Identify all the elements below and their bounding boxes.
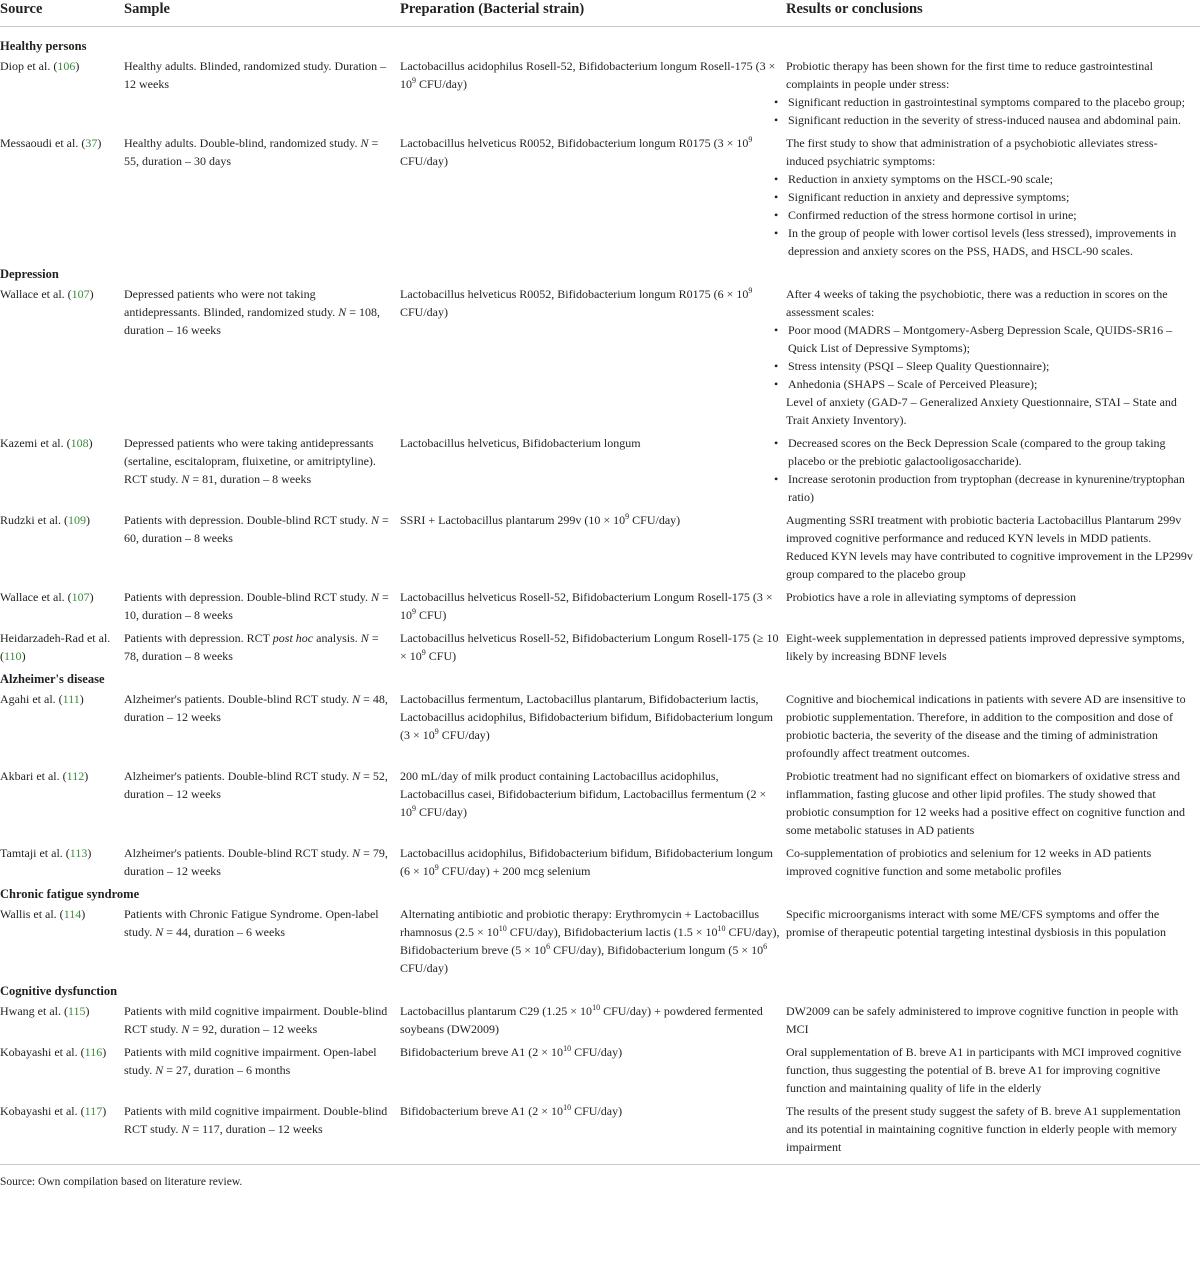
results-intro: Cognitive and biochemical indications in patients with severe AD are insensitive to probiotic supplementation. Therefore, in addition to the composition and dose of probiotic bacteria, the severity of the disease and the timing of administration profoundly affect treatment outcomes. xyxy=(786,692,1186,760)
sample-cell: Healthy adults. Double-blind, randomized study. N = 55, duration – 30 days xyxy=(124,136,379,168)
results-intro: Eight-week supplementation in depressed patients improved depressive symptoms, likely by increasing BDNF levels xyxy=(786,631,1185,663)
header-results: Results or conclusions xyxy=(786,0,1200,27)
bullet-text: In the group of people with lower cortisol levels (less stressed), improvements in depression and anxiety scores on the PSS, HADS, and HSCL-90 scales. xyxy=(788,226,1177,258)
source-cell xyxy=(0,844,124,885)
source-close: ) xyxy=(89,590,94,604)
header-preparation: Preparation (Bacterial strain) xyxy=(400,0,786,27)
sample-cell: Patients with mild cognitive impairment. Open-label study. N = 27, duration – 6 months xyxy=(124,1045,377,1077)
source-close: ) xyxy=(79,692,84,706)
results-bullet-item xyxy=(774,357,1194,375)
source-text: Wallace et al. ( xyxy=(0,590,72,604)
source-close: ) xyxy=(84,769,89,783)
results-intro: The first study to show that administration of a psychobiotic alleviates stress-induced psychiatric symptoms: xyxy=(786,136,1158,168)
section-title: Healthy persons xyxy=(0,39,87,53)
table-row xyxy=(0,57,1200,134)
results-cell xyxy=(786,511,1200,588)
bullet-icon: • xyxy=(774,226,779,240)
results-bullet-item xyxy=(774,188,1194,206)
preparation-cell: Lactobacillus helveticus R0052, Bifidobacterium longum R0175 ($6 \times 10^9$ CFU/day) xyxy=(400,286,753,319)
results-intro: Probiotic therapy has been shown for the first time to reduce gastrointestinal complaints in people under stress: xyxy=(786,59,1153,91)
results-cell xyxy=(786,905,1200,982)
preparation-cell: Lactobacillus helveticus Rosell-52, Bifidobacterium Longum Rosell-175 ($3 \times 10^9$ CFU) xyxy=(400,590,773,622)
source-cell xyxy=(0,134,124,265)
source-cell xyxy=(0,690,124,767)
reference-link[interactable]: 113 xyxy=(69,846,88,860)
reference-link[interactable]: 117 xyxy=(84,1104,103,1118)
source-text: Kobayashi et al. ( xyxy=(0,1045,85,1059)
table-row xyxy=(0,285,1200,434)
reference-link[interactable]: 116 xyxy=(84,1045,103,1059)
source-cell xyxy=(0,767,124,844)
results-outro: Level of anxiety (GAD-7 – Generalized Anxiety Questionnaire, STAI – State and Trait Anxiety Inventory). xyxy=(786,395,1177,427)
source-close: ) xyxy=(87,846,92,860)
sample-cell: Patients with mild cognitive impairment. Double-blind RCT study. N = 117, duration – 12 weeks xyxy=(124,1104,388,1136)
reference-link[interactable]: 114 xyxy=(63,907,82,921)
bullet-icon: • xyxy=(774,95,779,109)
preparation-cell: Lactobacillus plantarum C29 ($1.25 \times 10^{10}$ CFU/day) + powdered fermented soybeans (DW2009) xyxy=(400,1003,763,1036)
sample-cell: Patients with mild cognitive impairment. Double-blind RCT study. N = 92, duration – 12 weeks xyxy=(124,1004,388,1036)
preparation-cell: Lactobacillus helveticus, Bifidobacterium longum xyxy=(400,436,641,450)
table-row xyxy=(0,905,1200,982)
results-cell xyxy=(786,1102,1200,1160)
sample-cell: Patients with depression. Double-blind RCT study. N = 10, duration – 8 weeks xyxy=(124,590,389,622)
bullet-text: Poor mood (MADRS – Montgomery-Asberg Depression Scale, QUIDS-SR16 – Quick List of Depressive Symptoms); xyxy=(788,323,1173,355)
results-bullet-item xyxy=(774,375,1194,393)
section-title: Chronic fatigue syndrome xyxy=(0,887,140,901)
section-heading-row xyxy=(0,27,1200,58)
sample-cell: Alzheimer's patients. Double-blind RCT study. N = 48, duration – 12 weeks xyxy=(124,692,388,724)
source-text: Tamtaji et al. ( xyxy=(0,846,70,860)
source-close: ) xyxy=(85,513,90,527)
results-bullet-item xyxy=(774,111,1194,129)
results-intro: Probiotic treatment had no significant effect on biomarkers of oxidative stress and inflammation, fasting glucose and other lipid profiles. The study showed that probiotic consumption for 12 weeks had a positive effect on cognitive function and some metabolic statuses in AD patients xyxy=(786,769,1186,837)
section-heading-row xyxy=(0,982,1200,1002)
results-intro: After 4 weeks of taking the psychobiotic, there was a reduction in scores on the assessment scales: xyxy=(786,287,1168,319)
source-close: ) xyxy=(81,907,86,921)
results-cell xyxy=(786,629,1200,670)
source-cell xyxy=(0,1002,124,1043)
source-text: Wallis et al. ( xyxy=(0,907,64,921)
results-cell xyxy=(786,1002,1200,1043)
source-text: Kobayashi et al. ( xyxy=(0,1104,85,1118)
results-bullet-list xyxy=(774,434,1194,506)
table-row xyxy=(0,767,1200,844)
bullet-icon: • xyxy=(774,172,779,186)
results-bullet-list xyxy=(774,170,1194,260)
source-text: Diop et al. ( xyxy=(0,59,58,73)
header-sample: Sample xyxy=(124,0,400,27)
source-text: Messaoudi et al. ( xyxy=(0,136,86,150)
reference-link[interactable]: 108 xyxy=(70,436,89,450)
results-intro: DW2009 can be safely administered to improve cognitive function in people with MCI xyxy=(786,1004,1179,1036)
bullet-text: Anhedonia (SHAPS – Scale of Perceived Pleasure); xyxy=(788,377,1038,391)
table-row xyxy=(0,690,1200,767)
bullet-icon: • xyxy=(774,377,779,391)
results-bullet-list xyxy=(774,93,1194,129)
section-heading-row xyxy=(0,670,1200,690)
results-intro: Probiotics have a role in alleviating symptoms of depression xyxy=(786,590,1076,604)
sample-cell: Patients with depression. RCT post hoc analysis. N = 78, duration – 8 weeks xyxy=(124,631,379,663)
sample-cell: Alzheimer's patients. Double-blind RCT study. N = 52, duration – 12 weeks xyxy=(124,769,388,801)
section-title: Alzheimer's disease xyxy=(0,672,105,686)
results-bullet-item xyxy=(774,170,1194,188)
results-intro: Specific microorganisms interact with some ME/CFS symptoms and offer the promise of therapeutic potential targeting intestinal dysbiosis in this population xyxy=(786,907,1167,939)
source-close: ) xyxy=(102,1104,107,1118)
source-cell xyxy=(0,1043,124,1102)
bullet-icon: • xyxy=(774,436,779,450)
reference-link[interactable]: 111 xyxy=(62,692,80,706)
bullet-text: Significant reduction in gastrointestinal symptoms compared to the placebo group; xyxy=(788,95,1185,109)
table-body xyxy=(0,27,1200,1161)
section-heading-row xyxy=(0,265,1200,285)
source-cell xyxy=(0,1102,124,1160)
source-text: Wallace et al. ( xyxy=(0,287,72,301)
bullet-text: Decreased scores on the Beck Depression Scale (compared to the group taking placebo or the prebiotic galactooligosaccharide). xyxy=(788,436,1166,468)
source-cell xyxy=(0,434,124,511)
results-intro: Augmenting SSRI treatment with probiotic bacteria Lactobacillus Plantarum 299v improved cognitive performance and reduced KYN levels in MDD patients. Reduced KYN levels may have contributed to cognitive improvement in the LP299v group compared to the placebo group xyxy=(786,513,1193,581)
results-cell xyxy=(774,434,1200,511)
source-close: ) xyxy=(97,136,102,150)
sample-cell: Healthy adults. Blinded, randomized study. Duration – 12 weeks xyxy=(124,59,387,91)
results-cell xyxy=(774,134,1200,265)
reference-link[interactable]: 110 xyxy=(4,649,22,663)
source-close: ) xyxy=(102,1045,107,1059)
results-bullet-item xyxy=(774,224,1194,260)
section-title: Cognitive dysfunction xyxy=(0,984,118,998)
source-text: Heidarzadeh-Rad et al. ( xyxy=(0,631,111,663)
sample-cell: Depressed patients who were not taking antidepressants. Blinded, randomized study. N = 108, duration – 16 weeks xyxy=(124,287,380,337)
source-cell xyxy=(0,629,124,670)
table-row xyxy=(0,629,1200,670)
results-cell xyxy=(774,57,1200,134)
reference-link[interactable]: 37 xyxy=(85,136,98,150)
preparation-cell: 200 mL/day of milk product containing Lactobacillus acidophilus, Lactobacillus casei, Bifidobacterium bifidum, Lactobacillus fermentum ($2 \times 10^9$ CFU/day) xyxy=(400,769,767,819)
header-source: Source xyxy=(0,0,124,27)
preparation-cell: Lactobacillus fermentum, Lactobacillus plantarum, Bifidobacterium lactis, Lactobacillus acidophilus, Bifidobacterium bifidum, Bifidobacterium longum ($3 \times 10^9$ CFU/day) xyxy=(400,692,773,742)
results-cell xyxy=(786,767,1200,844)
bullet-icon: • xyxy=(774,208,779,222)
sample-cell: Depressed patients who were taking antidepressants (sertaline, escitalopram, fluixetine, or amitriptyline). RCT study. N = 81, duration – 8 weeks xyxy=(124,436,376,486)
sample-cell: Patients with depression. Double-blind RCT study. N = 60, duration – 8 weeks xyxy=(124,513,389,545)
table-row xyxy=(0,1002,1200,1043)
reference-link[interactable]: 107 xyxy=(71,590,90,604)
bullet-text: Reduction in anxiety symptoms on the HSCL-90 scale; xyxy=(788,172,1053,186)
results-bullet-item xyxy=(774,434,1194,470)
results-intro: Oral supplementation of B. breve A1 in participants with MCI improved cognitive function, thus suggesting the potential of B. breve A1 for improving cognitive function and maintaining quality of life in the elderly xyxy=(786,1045,1182,1095)
sample-cell: Patients with Chronic Fatigue Syndrome. Open-label study. N = 44, duration – 6 weeks xyxy=(124,907,379,939)
preparation-cell: Lactobacillus acidophilus, Bifidobacterium bifidum, Bifidobacterium longum ($6 \times 10^9$ CFU/day) + 200 mcg selenium xyxy=(400,846,773,878)
preparation-cell: Bifidobacterium breve A1 ($2 \times 10^{10}$ CFU/day) xyxy=(400,1044,623,1059)
source-text: Akbari et al. ( xyxy=(0,769,67,783)
results-cell xyxy=(786,844,1200,885)
source-cell xyxy=(0,588,124,629)
results-bullet-item xyxy=(774,470,1194,506)
source-close: ) xyxy=(88,436,93,450)
bullet-text: Confirmed reduction of the stress hormone cortisol in urine; xyxy=(788,208,1077,222)
source-cell xyxy=(0,285,124,434)
sample-cell: Alzheimer's patients. Double-blind RCT study. N = 79, duration – 12 weeks xyxy=(124,846,388,878)
reference-link[interactable]: 115 xyxy=(67,1004,86,1018)
bullet-icon: • xyxy=(774,190,779,204)
preparation-cell: Bifidobacterium breve A1 ($2 \times 10^{10}$ CFU/day) xyxy=(400,1103,623,1118)
header-row xyxy=(0,0,1200,27)
preparation-cell: SSRI + Lactobacillus plantarum 299v ($10 \times 10^9$ CFU/day) xyxy=(400,512,681,527)
source-cell xyxy=(0,511,124,588)
bullet-icon: • xyxy=(774,359,779,373)
source-text: Agahi et al. ( xyxy=(0,692,63,706)
bullet-text: Significant reduction in the severity of stress-induced nausea and abdominal pain. xyxy=(788,113,1181,127)
reference-link[interactable]: 112 xyxy=(66,769,85,783)
results-intro: Co-supplementation of probiotics and selenium for 12 weeks in AD patients improved cognitive function and some metabolic profiles xyxy=(786,846,1152,878)
bullet-text: Significant reduction in anxiety and depressive symptoms; xyxy=(788,190,1070,204)
source-close: ) xyxy=(75,59,80,73)
table-row xyxy=(0,134,1200,265)
source-text: Rudzki et al. ( xyxy=(0,513,68,527)
results-bullet-list xyxy=(774,321,1194,393)
results-cell xyxy=(786,690,1200,767)
bullet-icon: • xyxy=(774,113,779,127)
preparation-cell: Lactobacillus acidophilus Rosell-52, Bifidobacterium longum Rosell-175 ($3 \times 10^9$ CFU/day) xyxy=(400,59,776,91)
source-cell xyxy=(0,57,124,134)
bullet-text: Increase serotonin production from tryptophan (decrease in kynurenine/tryptophan ratio) xyxy=(788,472,1185,504)
section-title: Depression xyxy=(0,267,59,281)
bullet-icon: • xyxy=(774,323,779,337)
preparation-cell: Lactobacillus helveticus R0052, Bifidobacterium longum R0175 ($3 \times 10^9$ CFU/day) xyxy=(400,135,753,168)
table-row xyxy=(0,511,1200,588)
reference-link[interactable]: 109 xyxy=(67,513,86,527)
bullet-text: Stress intensity (PSQI – Sleep Quality Questionnaire); xyxy=(788,359,1050,373)
results-bullet-item xyxy=(774,206,1194,224)
source-text: Hwang et al. ( xyxy=(0,1004,68,1018)
source-close: ) xyxy=(89,287,94,301)
table-row xyxy=(0,1102,1200,1160)
source-cell xyxy=(0,905,124,982)
results-cell xyxy=(774,285,1200,434)
table-footnote: Source: Own compilation based on literature review. xyxy=(0,1164,1200,1191)
preparation-cell: Alternating antibiotic and probiotic therapy: Erythromycin + Lactobacillus rhamnosus ($2.5 \times 10^{10}$ CFU/day), Bifidobacterium lactis ($1.5 \times 10^{10}$ CFU/day), Bifidobacterium breve ($5 \times 10^6$ CFU/day), Bifidobacterium longum ($5 \times 10^6$ CFU/day) xyxy=(400,907,780,975)
table-row xyxy=(0,1043,1200,1102)
section-heading-row xyxy=(0,885,1200,905)
results-cell xyxy=(786,1043,1200,1102)
table-row xyxy=(0,588,1200,629)
reference-link[interactable]: 106 xyxy=(57,59,76,73)
source-close: ) xyxy=(85,1004,90,1018)
results-intro: The results of the present study suggest the safety of B. breve A1 supplementation and its potential in maintaining cognitive function in elderly people with memory impairment xyxy=(786,1104,1181,1154)
preparation-cell: Lactobacillus helveticus Rosell-52, Bifidobacterium Longum Rosell-175 (≥ $10 \times 10^9$ CFU) xyxy=(400,631,779,663)
table-row xyxy=(0,844,1200,885)
source-text: Kazemi et al. ( xyxy=(0,436,71,450)
results-bullet-item xyxy=(774,93,1194,111)
source-close: ) xyxy=(21,649,26,663)
reference-link[interactable]: 107 xyxy=(71,287,90,301)
table-row xyxy=(0,434,1200,511)
results-cell xyxy=(786,588,1200,629)
bullet-icon: • xyxy=(774,472,779,486)
results-bullet-item xyxy=(774,321,1194,357)
